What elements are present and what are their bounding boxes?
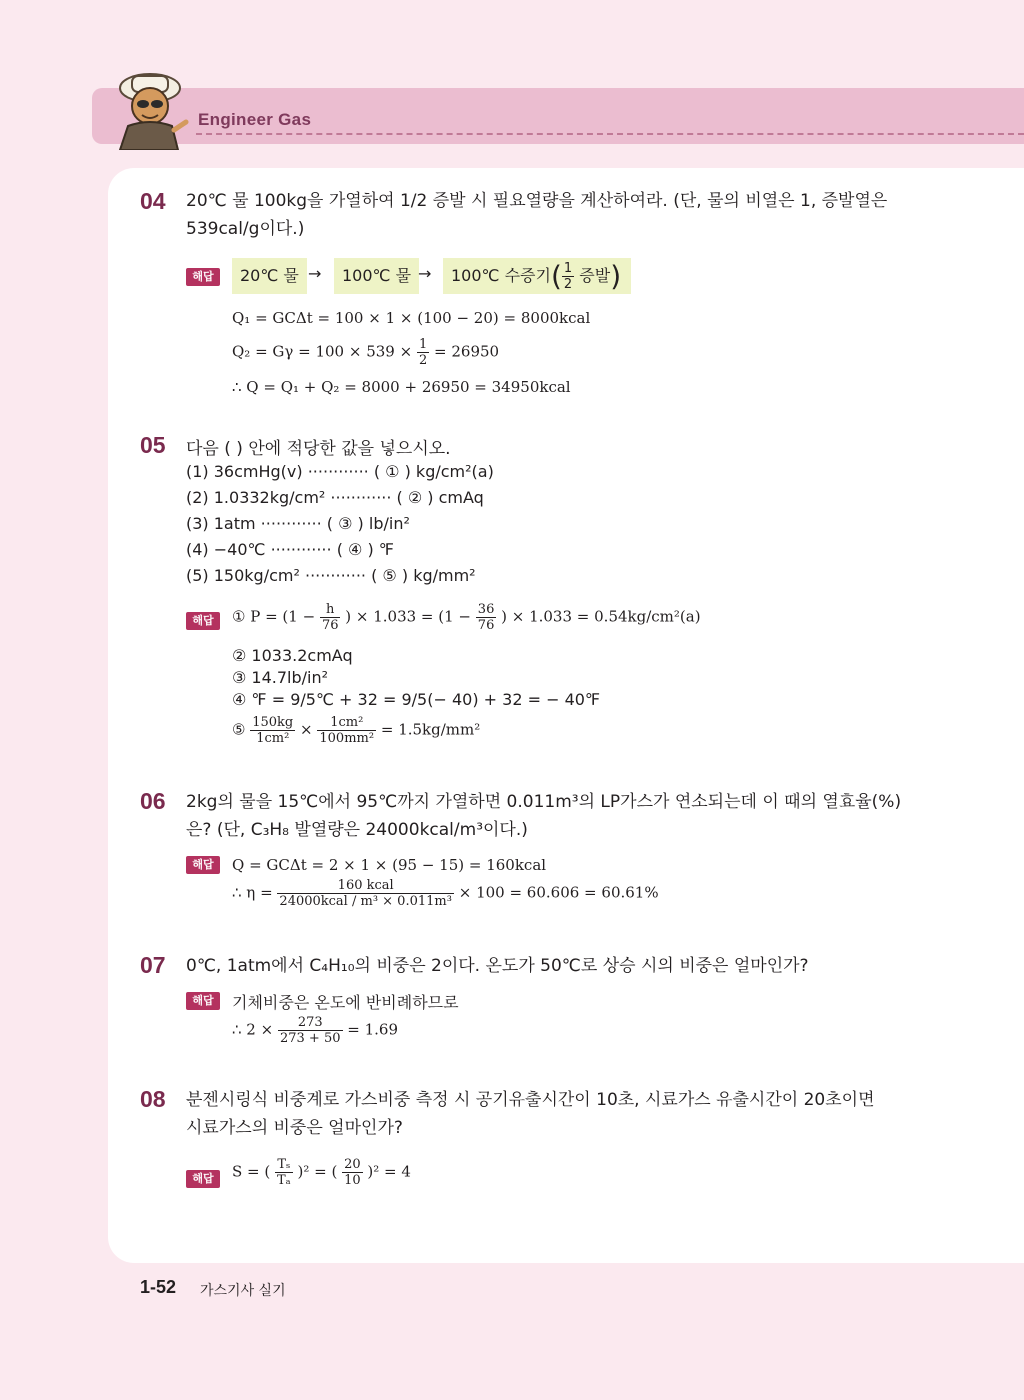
answer-badge-04: 해답 (186, 268, 220, 286)
question-number-04: 04 (140, 188, 166, 214)
q07-eq: ∴ 2 × $\frac{273}{273 + 50}$ = 1.69 (232, 1015, 399, 1046)
half-fraction: $\frac{1}{2}$ (563, 261, 573, 292)
q04-eq1: Q₁ = GCΔt = 100 × 1 × (100 − 20) = 8000kcal (232, 309, 591, 327)
q06-eq2: ∴ η = $\frac{\text{160 kcal}}{\text{24000kcal / m³ × 0.011m³}}$ × 100 = 60.606 = 60.61% (232, 878, 659, 909)
question-04-text (186, 187, 896, 243)
q05-answer-3: ③ 14.7lb/in² (232, 668, 329, 687)
question-04-line2: 539cal/g이다.) (186, 219, 305, 239)
q05-answer-1: ① P = (1 − $\frac{h}{76}$ ) × 1.033 = (1 − $\frac{36}{76}$ ) × 1.033 = 0.54kg/cm²(a) (232, 602, 701, 633)
mascot-icon (106, 66, 192, 150)
q04-eq2: Q₂ = Gγ = 100 × 539 × $\frac{1}{2}$ = 26950 (232, 337, 500, 368)
question-08-text (186, 1086, 896, 1142)
question-number-05: 05 (140, 432, 166, 458)
question-04-line1: 20℃ 물 100kg을 가열하여 1/2 증발 시 필요열량을 계산하여라. (단, 물의 비열은 1, 증발열은 (186, 191, 888, 211)
flow-step-1: 20℃ 물 (232, 258, 307, 294)
page-number: 1-52 (140, 1277, 177, 1297)
flow-arrow-1: → (308, 264, 322, 283)
question-06-line2: 은? (단, C₃H₈ 발열량은 24000kcal/m³이다.) (186, 820, 528, 840)
question-07-line1: 0℃, 1atm에서 C₄H₁₀의 비중은 2이다. 온도가 50℃로 상승 시의 비중은 얼마인가? (186, 956, 809, 976)
q05-answer-5: ⑤ $\frac{150kg}{\text{1cm²}}$ × $\frac{\text{1cm²}}{\text{100mm²}}$ = 1.5kg/mm² (232, 715, 481, 746)
answer-badge-08: 해답 (186, 1170, 220, 1188)
q08-eq: S = ( $\frac{\text{Tₛ}}{\text{Tₐ}}$ )² = ( $\frac{20}{10}$ )² = 4 (232, 1157, 411, 1188)
flow-step-3-suffix: 증발 (579, 266, 611, 285)
question-number-08: 08 (140, 1086, 166, 1112)
question-06-text (186, 788, 906, 844)
book-title: 가스기사 실기 (200, 1283, 286, 1299)
q05-item-1: (1) 36cmHg(v) ············ ( ① ) kg/cm²(a) (186, 462, 494, 481)
brand-title: Engineer Gas (198, 110, 312, 129)
flow-step-3-label: 100℃ 수증기 (451, 266, 551, 285)
answer-badge-06: 해답 (186, 856, 220, 874)
q05-answer-4: ④ ℉ = 9/5℃ + 32 = 9/5(− 40) + 32 = − 40℉ (232, 690, 601, 709)
flow-arrow-2: → (418, 264, 432, 283)
question-05-title: 다음 ( ) 안에 적당한 값을 넣으시오. (186, 439, 451, 459)
q05-item-4: (4) −40℃ ············ ( ④ ) ℉ (186, 540, 394, 559)
question-number-07: 07 (140, 952, 166, 978)
flow-step-3: 100℃ 수증기( $\frac{1}{2}$ 증발) (443, 258, 631, 294)
question-08-line2: 시료가스의 비중은 얼마인가? (186, 1118, 403, 1138)
question-08-line1: 분젠시링식 비중계로 가스비중 측정 시 공기유출시간이 10초, 시료가스 유출시간이 20초이면 (186, 1090, 875, 1110)
q05-item-5: (5) 150kg/cm² ············ ( ⑤ ) kg/mm² (186, 566, 476, 585)
header-dashed-line (196, 133, 1024, 135)
answer-badge-07: 해답 (186, 992, 220, 1010)
q05-answer-2: ② 1033.2cmAq (232, 646, 353, 665)
question-06-line1: 2kg의 물을 15℃에서 95℃까지 가열하면 0.011m³의 LP가스가 연소되는데 이 때의 열효율(%) (186, 792, 902, 812)
question-number-06: 06 (140, 788, 166, 814)
answer-badge-05: 해답 (186, 612, 220, 630)
q07-answer-text: 기체비중은 온도에 반비례하므로 (232, 993, 459, 1012)
flow-step-2: 100℃ 물 (334, 258, 419, 294)
q05-item-3: (3) 1atm ············ ( ③ ) lb/in² (186, 514, 410, 533)
q05-item-2: (2) 1.0332kg/cm² ············ ( ② ) cmAq (186, 488, 484, 507)
q04-eq3: ∴ Q = Q₁ + Q₂ = 8000 + 26950 = 34950kcal (232, 378, 571, 396)
q06-eq1: Q = GCΔt = 2 × 1 × (95 − 15) = 160kcal (232, 856, 547, 874)
